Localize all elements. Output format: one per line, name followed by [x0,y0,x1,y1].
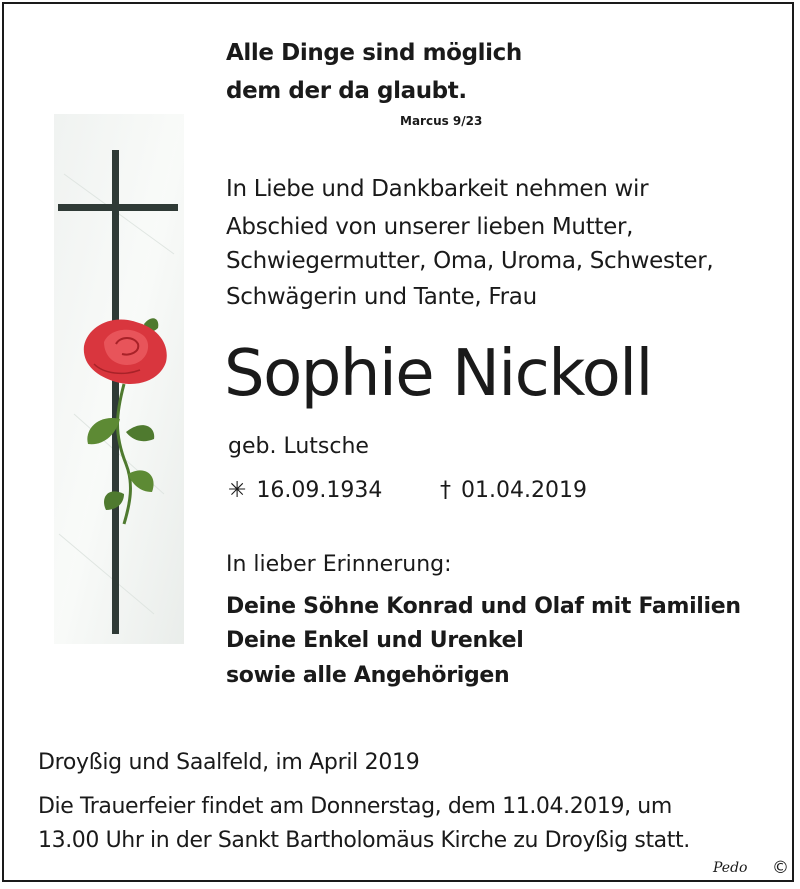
bible-quote-line-2: dem der da glaubt. [226,78,467,104]
death-cross-icon: † [440,478,451,503]
memory-heading: In lieber Erinnerung: [226,552,452,577]
maiden-name: geb. Lutsche [228,434,369,459]
verse-reference: Marcus 9/23 [400,114,483,128]
place-and-date: Droyßig und Saalfeld, im April 2019 [38,750,420,775]
birth-date-row [228,478,382,503]
death-date: 01.04.2019 [461,478,587,503]
intro-line-1: In Liebe und Dankbarkeit nehmen wir [226,176,649,202]
designer-signature: Pedo [713,860,748,876]
mourner-line-2: Deine Enkel und Urenkel [226,628,524,653]
bible-quote-line-1: Alle Dinge sind möglich [226,40,522,66]
intro-line-4: Schwägerin und Tante, Frau [226,284,537,310]
funeral-info-line-1: Die Trauerfeier findet am Donnerstag, dem 11.04.2019, um [38,794,672,819]
mourner-line-1: Deine Söhne Konrad und Olaf mit Familien [226,594,741,619]
cross-horizontal-beam [58,204,178,211]
cross-vertical-beam [112,150,119,634]
funeral-info-line-2: 13.00 Uhr in der Sankt Bartholomäus Kirche zu Droyßig statt. [38,828,690,853]
cross-with-rose-illustration [54,114,184,644]
intro-line-2: Abschied von unserer lieben Mutter, [226,214,634,240]
mourner-line-3: sowie alle Angehörigen [226,663,510,688]
deceased-name: Sophie Nickoll [224,337,652,411]
birth-date: 16.09.1934 [256,478,383,503]
intro-line-3: Schwiegermutter, Oma, Uroma, Schwester, [226,248,714,274]
death-date-row [440,478,587,503]
birth-star-icon: ✳ [228,478,247,503]
copyright-icon: © [772,858,789,878]
